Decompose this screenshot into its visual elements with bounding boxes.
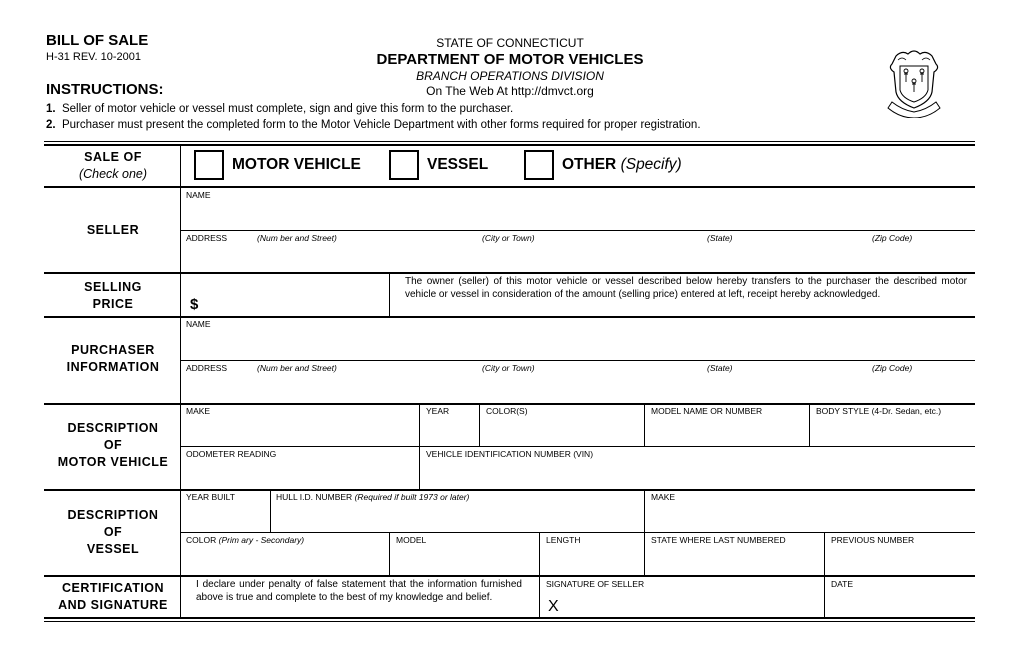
purchaser-label-line1: PURCHASER bbox=[71, 343, 155, 357]
mv-body-style-label: BODY STYLE (4-Dr. Sedan, etc.) bbox=[816, 406, 942, 416]
seller-name-field[interactable] bbox=[181, 200, 974, 228]
currency-symbol: $ bbox=[190, 296, 199, 313]
motor-vehicle-label-line3: MOTOR VEHICLE bbox=[57, 455, 169, 469]
seller-address-field[interactable] bbox=[181, 243, 974, 271]
signature-label: SIGNATURE OF SELLER bbox=[546, 579, 645, 589]
mv-model-label: MODEL NAME OR NUMBER bbox=[651, 406, 763, 416]
motor-vehicle-checkbox[interactable] bbox=[194, 150, 224, 180]
seller-signature-field[interactable] bbox=[562, 590, 822, 616]
transfer-statement: The owner (seller) of this motor vehicle or vessel described below hereby transfers to the purchaser the described motor vehicle or vessel in consideration of the amount (selling price) entered at left, receipt hereby acknowledged. bbox=[405, 276, 967, 300]
other-specify-note: (Specify) bbox=[620, 156, 682, 173]
vessel-hull-title: HULL I.D. NUMBER bbox=[276, 492, 353, 502]
seller-street-hint: (Num ber and Street) bbox=[257, 233, 337, 243]
motor-vehicle-label-line2: OF bbox=[103, 438, 123, 452]
vessel-hull-field[interactable] bbox=[271, 503, 643, 531]
purchaser-name-field[interactable] bbox=[181, 330, 974, 358]
selling-price-label-line1: SELLING bbox=[84, 280, 142, 294]
purchaser-address-label: ADDRESS bbox=[186, 363, 228, 373]
vessel-color-note: (Prim ary - Secondary) bbox=[218, 535, 305, 545]
mv-model-field[interactable] bbox=[645, 417, 808, 445]
instruction-item bbox=[46, 119, 701, 131]
seller-zip-hint: (Zip Code) bbox=[872, 233, 913, 243]
vessel-previous-number-field[interactable] bbox=[825, 546, 974, 574]
seller-name-label: NAME bbox=[186, 190, 211, 200]
date-label: DATE bbox=[831, 579, 854, 589]
signature-x-mark: X bbox=[548, 598, 559, 615]
vessel-label bbox=[46, 507, 180, 558]
certification-declaration: I declare under penalty of false statement that the information furnished above is true and complete to the best of my knowledge and belief. bbox=[196, 579, 522, 603]
mv-colors-field[interactable] bbox=[480, 417, 643, 445]
certification-label bbox=[46, 580, 180, 614]
sale-of-sublabel: (Check one) bbox=[78, 167, 148, 181]
purchaser-address-field[interactable] bbox=[181, 373, 974, 401]
motor-vehicle-label-line1: DESCRIPTION bbox=[67, 421, 159, 435]
state-name: STATE OF CONNECTICUT bbox=[436, 36, 584, 50]
purchaser-city-hint: (City or Town) bbox=[482, 363, 535, 373]
purchaser-name-label: NAME bbox=[186, 319, 211, 329]
sale-of-label bbox=[46, 149, 180, 183]
vessel-option-label: VESSEL bbox=[427, 156, 489, 173]
mv-make-field[interactable] bbox=[181, 417, 418, 445]
instruction-text: Purchaser must present the completed form to the Motor Vehicle Department with other forms required for proper registration. bbox=[61, 119, 701, 131]
vessel-label-line2: OF bbox=[103, 525, 123, 539]
certification-label-line1: CERTIFICATION bbox=[61, 581, 165, 595]
division-name: BRANCH OPERATIONS DIVISION bbox=[416, 69, 604, 83]
mv-odometer-field[interactable] bbox=[181, 460, 418, 488]
form-revision: H-31 REV. 10-2001 bbox=[46, 51, 141, 63]
vessel-label-line1: DESCRIPTION bbox=[67, 508, 159, 522]
instruction-item bbox=[46, 103, 513, 115]
selling-price-field[interactable] bbox=[204, 276, 386, 314]
vessel-color-field[interactable] bbox=[181, 546, 388, 574]
seller-address-label: ADDRESS bbox=[186, 233, 228, 243]
vessel-model-field[interactable] bbox=[390, 546, 538, 574]
vessel-label-line3: VESSEL bbox=[86, 542, 140, 556]
instruction-number: 1. bbox=[46, 103, 56, 115]
purchaser-state-hint: (State) bbox=[707, 363, 733, 373]
other-option bbox=[562, 156, 682, 174]
seller-state-hint: (State) bbox=[707, 233, 733, 243]
vessel-color-label bbox=[186, 535, 304, 545]
vessel-make-label: MAKE bbox=[651, 492, 676, 502]
vessel-model-label: MODEL bbox=[396, 535, 427, 545]
vessel-length-field[interactable] bbox=[540, 546, 643, 574]
instruction-number: 2. bbox=[46, 119, 56, 131]
certification-label-line2: AND SIGNATURE bbox=[58, 598, 168, 612]
vessel-color-title: COLOR bbox=[186, 535, 217, 545]
seller-label: SELLER bbox=[86, 223, 140, 237]
vessel-length-label: LENGTH bbox=[546, 535, 581, 545]
mv-colors-label: COLOR(S) bbox=[486, 406, 528, 416]
other-option-label: OTHER bbox=[562, 156, 617, 173]
selling-price-label-line2: PRICE bbox=[92, 297, 134, 311]
instruction-text: Seller of motor vehicle or vessel must complete, sign and give this form to the purchaser. bbox=[61, 103, 514, 115]
department-name: DEPARTMENT OF MOTOR VEHICLES bbox=[376, 51, 644, 68]
connecticut-seal-icon bbox=[882, 46, 946, 118]
vessel-year-built-field[interactable] bbox=[181, 503, 269, 531]
purchaser-zip-hint: (Zip Code) bbox=[872, 363, 913, 373]
mv-odometer-label: ODOMETER READING bbox=[186, 449, 277, 459]
form-title: BILL OF SALE bbox=[46, 32, 149, 49]
other-checkbox[interactable] bbox=[524, 150, 554, 180]
instructions-title: INSTRUCTIONS: bbox=[46, 81, 164, 98]
purchaser-street-hint: (Num ber and Street) bbox=[257, 363, 337, 373]
vessel-previous-number-label: PREVIOUS NUMBER bbox=[831, 535, 915, 545]
seller-city-hint: (City or Town) bbox=[482, 233, 535, 243]
selling-price-label bbox=[46, 279, 180, 313]
purchaser-label bbox=[46, 342, 180, 376]
vessel-year-built-label: YEAR BUILT bbox=[186, 492, 235, 502]
vessel-state-last-field[interactable] bbox=[645, 546, 823, 574]
motor-vehicle-option-label: MOTOR VEHICLE bbox=[232, 156, 361, 173]
mv-vin-label: VEHICLE IDENTIFICATION NUMBER (VIN) bbox=[426, 449, 594, 459]
mv-vin-field[interactable] bbox=[420, 460, 974, 488]
mv-year-label: YEAR bbox=[426, 406, 450, 416]
website: On The Web At http://dmvct.org bbox=[426, 84, 594, 98]
vessel-state-last-label: STATE WHERE LAST NUMBERED bbox=[651, 535, 786, 545]
purchaser-label-line2: INFORMATION bbox=[66, 360, 160, 374]
vessel-make-field[interactable] bbox=[645, 503, 974, 531]
mv-body-style-field[interactable] bbox=[810, 417, 974, 445]
vessel-hull-note: (Required if built 1973 or later) bbox=[354, 492, 470, 502]
vessel-checkbox[interactable] bbox=[389, 150, 419, 180]
date-field[interactable] bbox=[825, 590, 974, 616]
mv-make-label: MAKE bbox=[186, 406, 211, 416]
vessel-hull-label bbox=[276, 492, 469, 502]
mv-year-field[interactable] bbox=[420, 417, 478, 445]
motor-vehicle-label bbox=[46, 420, 180, 471]
sale-of-title: SALE OF bbox=[84, 150, 142, 164]
